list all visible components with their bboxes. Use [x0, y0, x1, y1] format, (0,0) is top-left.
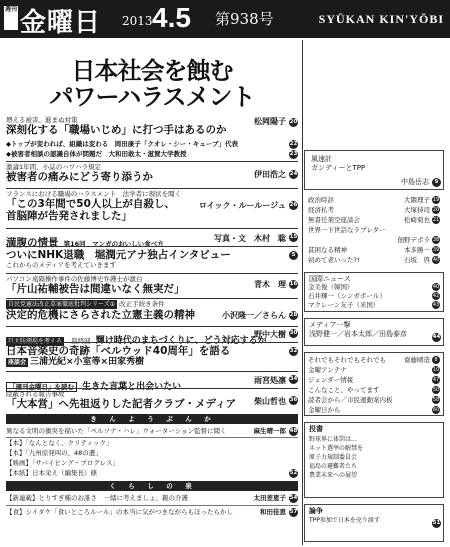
life-item-title: 【食】シイタケ「食いところルール」の本当に気がつきながらもほったらかし: [6, 508, 234, 516]
misc-label: 金曜日から: [308, 406, 341, 414]
page-number: 26: [289, 202, 298, 208]
item-author: 伊田浩之: [254, 170, 286, 179]
divider: [6, 188, 298, 189]
page-number: 30: [289, 330, 298, 336]
ronso-subtitle: TPP参加で日本を売り渡す: [309, 517, 380, 524]
column-item[interactable]: [308, 256, 440, 264]
column-label: 初めて老いった?!: [308, 256, 360, 264]
life-item[interactable]: [6, 508, 298, 517]
toc-item[interactable]: [6, 150, 298, 159]
item-author: 太田差恵子: [253, 494, 286, 502]
page-number: 8: [432, 356, 440, 364]
news-item[interactable]: [308, 301, 440, 309]
item-author: 青木 理: [254, 280, 286, 289]
letters-box[interactable]: [304, 422, 444, 498]
divider: [6, 342, 298, 343]
toc-item[interactable]: [6, 390, 298, 412]
column-label: 経済私考: [308, 206, 334, 214]
divider: [6, 246, 298, 247]
toc-item[interactable]: [6, 345, 298, 369]
page-number: 54: [289, 495, 298, 501]
column-item[interactable]: [308, 216, 440, 224]
item-author: 松岡陽子: [254, 117, 286, 126]
culture-item[interactable]: 【映画】「サバイビング・プログレス」: [6, 459, 120, 467]
item-title-line-1: 「この3年間で50人以上が自殺し、: [6, 198, 175, 210]
item-title: 決定的危機にさらされた立憲主義の精神: [6, 309, 195, 321]
column-author: 佃野デボラ: [397, 236, 430, 244]
item-kicker: フランスにおける職場のハラスメント 法学者に現状を聞く: [6, 190, 182, 198]
page-number: 60: [432, 407, 440, 413]
misc-author: 齋藤晴造: [404, 356, 430, 364]
item-title-line-2: 首脳陣が告発されました」: [6, 210, 132, 222]
misc-label: こんなこと、やってます: [308, 386, 380, 394]
masthead: [0, 0, 450, 38]
culture-item[interactable]: 【本】「九州原発叫の、48の遺」: [6, 449, 102, 457]
page-number: 44: [432, 334, 441, 340]
news-item[interactable]: [308, 292, 440, 300]
item-author: 写真・文 木村 聡: [214, 234, 286, 243]
divider: [6, 326, 298, 327]
fukei-box[interactable]: [304, 150, 444, 190]
item-author: 麻生晴一郎: [253, 427, 286, 435]
misc-label: 読者会から／市民運動案内板: [308, 396, 393, 404]
page-number: 23: [289, 151, 298, 157]
toc-item[interactable]: [6, 300, 298, 324]
column-item[interactable]: [308, 196, 440, 204]
column-item[interactable]: [308, 246, 440, 254]
misc-label: ジェンダー情報: [308, 376, 354, 384]
column-label: 無責任架空座談会: [308, 216, 360, 224]
page-number: 24: [289, 171, 298, 177]
misc-item[interactable]: [308, 406, 440, 414]
masthead-weekly-label: 週刊: [4, 6, 18, 30]
item-title: ◆被害者相談の認識自体が問題だ 大和田敢太・滋賀大学教授: [6, 150, 187, 158]
page-number: 40: [432, 284, 440, 290]
toc-item[interactable]: [6, 231, 298, 249]
page-number: 19: [432, 197, 440, 203]
culture-item[interactable]: [6, 469, 298, 478]
cover-headline: [6, 58, 298, 110]
fukei-title: 風速計: [311, 155, 332, 163]
life-item-title: 【新連載】とりすぎ種のお誰さ 一緒に考えましょ、親の介護: [6, 494, 188, 502]
item-author: 柴山哲也: [254, 397, 286, 406]
item-title: 深刻化する「職場いじめ」に打つ手はあるのか: [6, 124, 227, 136]
letter-item: ネット選挙の解禁を: [309, 445, 364, 452]
divider: [6, 505, 298, 506]
item-author: 和田佳恵: [260, 508, 286, 516]
item-title: 生きた言葉と出会いたい: [82, 382, 182, 392]
culture-item-title: 【本紙】日本栄え（編集長）篠: [6, 469, 97, 477]
headline-line-2: パワーハラスメント: [49, 83, 255, 111]
column-label: 貧困なる精神: [308, 246, 347, 254]
misc-item[interactable]: [308, 366, 440, 374]
item-kicker: パソコン遠隔操作事件の佐藤博史弁護士が激白: [6, 275, 143, 283]
page-number: 43: [432, 302, 440, 308]
toc-item[interactable]: [6, 374, 298, 392]
page-number: 52: [289, 470, 298, 476]
item-author: 雨宮処凛: [254, 376, 286, 385]
misc-item[interactable]: [308, 356, 440, 364]
page-number: 34: [289, 376, 298, 382]
masthead-romanized: SYŪKAN KIN'YŌBI: [318, 12, 444, 26]
item-subtitle: これからのメディアを考えていきます: [6, 261, 116, 269]
page-number: 57: [289, 509, 298, 515]
misc-item[interactable]: [308, 396, 440, 404]
item-title: 「大本営」へ先祖返りした記者クラブ・メディア: [6, 398, 237, 410]
column-author: 松崎菊也: [404, 216, 430, 224]
divider: [6, 273, 298, 274]
item-kicker: 陰蔽される報告事故: [6, 390, 65, 398]
life-section-band: く ら し の 泉: [6, 481, 298, 491]
fukei-subtitle: ガンディーとTPP: [311, 164, 366, 172]
item-author: ロイック・ルールージュ: [198, 201, 286, 210]
news-item[interactable]: [308, 283, 440, 291]
letter-item: 野球界に体罰は…: [309, 436, 358, 443]
item-kicker: 激論1年間、小誌のハワハラ規定: [6, 163, 102, 171]
divider: [6, 388, 298, 389]
divider: [6, 228, 298, 229]
fukei-author: 中島岳志: [401, 178, 429, 186]
toc-item[interactable]: [6, 163, 298, 185]
item-title: 被害者の痛みにどう寄り添うか: [6, 171, 153, 183]
series-tag: 「週刊金曜日」を読む: [6, 382, 77, 392]
page-number: 40: [432, 257, 440, 263]
page-number: 15: [289, 234, 298, 240]
page-number: 10: [432, 367, 440, 373]
page-number: 39: [432, 247, 440, 253]
item-author: 小沢隆一／さらん: [222, 311, 286, 320]
page-number: 47: [432, 377, 440, 383]
page-number: 20: [432, 207, 440, 213]
toc-item[interactable]: [6, 275, 298, 297]
page-number: 28: [289, 312, 298, 318]
item-title: ◆トップが変われば、組織は変わる 岡田康子「クオレ・シー・キューブ」代表: [6, 140, 238, 148]
letter-item: 福島の避難者たち: [309, 463, 358, 470]
media-authors: 浅野健一／岩本太郎／田島泰彦: [309, 330, 407, 338]
headline-line-1: 日本社会を蝕む: [71, 57, 233, 85]
toc-item[interactable]: [6, 190, 298, 226]
media-title: メディア一撃: [309, 321, 351, 329]
page-number: 48: [289, 428, 298, 434]
column-author: 大隈理子: [404, 196, 430, 204]
news-label: 金美俊（韓国）: [308, 283, 354, 291]
toc-item[interactable]: [6, 328, 298, 346]
page-number: 58: [432, 397, 440, 403]
column-label: 世界一下世話なラブレター: [308, 226, 386, 234]
divider: [6, 371, 298, 372]
toc-item[interactable]: [6, 140, 298, 149]
news-label: マクレーン友子（米国）: [308, 301, 380, 309]
item-title: 輝け時代のまちづくりに、どう対応するか: [95, 336, 267, 346]
misc-item[interactable]: [308, 386, 440, 394]
ronso-box[interactable]: [304, 504, 444, 542]
culture-item[interactable]: 【本】「なんとなく、クリティック」: [6, 439, 113, 447]
item-title: 満腹の情景: [6, 237, 59, 249]
divider: [6, 298, 298, 299]
issue-date: 4.5: [152, 2, 191, 33]
international-news-title: 国際ニュース: [309, 275, 351, 283]
letter-item: 農業未来への展望: [309, 472, 358, 479]
page-number: 42: [432, 293, 440, 299]
column-label: 政治時評: [308, 196, 334, 204]
page-number: 22: [289, 141, 298, 147]
divider: [6, 161, 298, 162]
page-number: 38: [432, 237, 440, 243]
series-tag: 自民党憲法改正草案徹底批判シリーズ①: [8, 301, 116, 308]
issue-year: 2013: [122, 14, 153, 28]
page-number: 51: [432, 520, 441, 526]
column-author: 大塚持司: [404, 206, 430, 214]
column-item[interactable]: [308, 206, 440, 214]
letter-item: 原子力規制委員会: [309, 454, 358, 461]
media-box[interactable]: [304, 318, 444, 346]
page-number: 9: [432, 178, 441, 187]
issue-number: 第938号: [215, 10, 274, 28]
page-number: 20: [289, 119, 298, 125]
item-kicker: 増える被害、進まぬ対策: [6, 116, 78, 124]
ronso-title: 論争: [309, 507, 323, 515]
life-item[interactable]: [6, 494, 298, 503]
page-number: 5: [289, 251, 298, 260]
item-kicker: 最終回: [71, 337, 91, 345]
item-subtitle: 第16回 マンガのおいしい食べ方: [63, 240, 164, 248]
item-subtitle: 三浦光紀×小室等×田家秀樹: [30, 357, 145, 367]
page-number: 21: [432, 217, 440, 223]
series-tag: 巨大防潮堤を考える: [8, 338, 63, 345]
item-title: ついにNHK退職 堀潤元アナ独占インタビュー: [6, 249, 231, 261]
item-author: 野中大樹: [254, 330, 286, 339]
news-label: 石井輝一（シンガポール）: [308, 292, 386, 300]
series-tag: 座談会: [8, 359, 27, 366]
divider: [6, 437, 298, 438]
item-title: 日本音楽史の奇跡「ベルウッド40周年」を語る: [6, 345, 231, 357]
toc-item[interactable]: [6, 116, 298, 138]
misc-label: それでもそれでもそれでも: [308, 356, 386, 364]
misc-label: 金曜アンテナ: [308, 366, 347, 374]
column-author: 本多勝一: [404, 246, 430, 254]
culture-item-title: 異なる文明の衝突を描いた「ペルソナ・ハレ」ウォーターション監督に聞く: [6, 427, 227, 435]
page-number: 50: [432, 387, 440, 393]
culture-section-band: き ん よ う ぶ ん か: [6, 414, 298, 424]
item-title: 「片山祐輔被告は間違いなく無実だ」: [6, 283, 185, 295]
toc-item[interactable]: [6, 249, 298, 271]
letters-title: 投書: [309, 425, 323, 433]
page-number: 16: [289, 281, 298, 287]
page-number: 32: [289, 348, 298, 354]
page-number: 36: [289, 397, 298, 403]
masthead-logo: 金曜日: [20, 8, 102, 38]
column-author: 石坂 啓: [404, 256, 430, 264]
misc-item[interactable]: [308, 376, 440, 384]
item-kicker: 改正手続き条件: [119, 300, 165, 308]
column-item[interactable]: [308, 226, 440, 234]
culture-item[interactable]: [6, 427, 298, 436]
